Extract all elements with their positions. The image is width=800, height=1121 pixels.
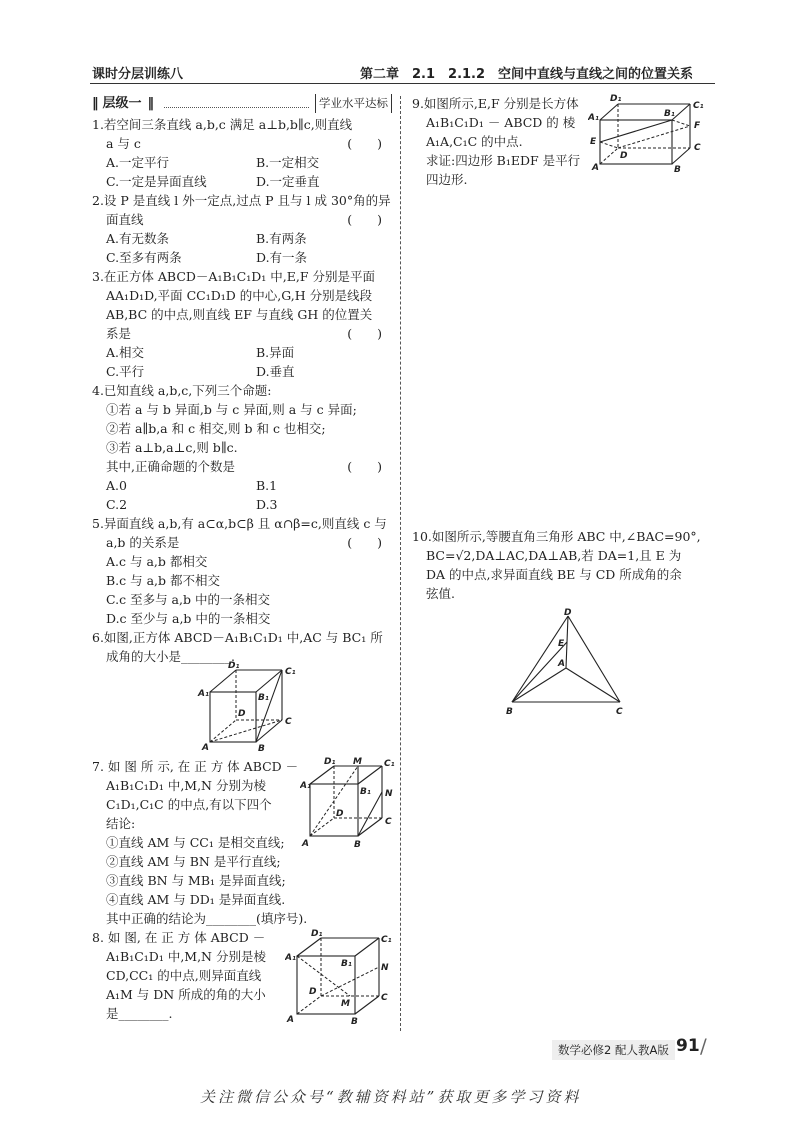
header-left-title: 课时分层训练八: [92, 67, 184, 82]
q10-line-1: 10.如图所示,等腰直角三角形 ABC 中,∠BAC=90°,: [412, 529, 701, 544]
q9-edge: [672, 148, 690, 164]
q7-label-n: N: [385, 789, 393, 799]
q7-line-1: 7. 如 图 所 示, 在 正 方 体 ABCD －: [92, 759, 299, 774]
q1-text: 1.若空间三条直线 a,b,c 满足 a⊥b,b∥c,则直线: [92, 117, 353, 132]
q6-label-c1: C₁: [285, 667, 296, 677]
q9-label-a1: A₁: [588, 113, 599, 123]
q4-option-c: C.2: [106, 497, 128, 512]
q6-label-b: B: [258, 744, 265, 752]
q8-line-3: CD,CC₁ 的中点,则异面直线: [106, 968, 262, 983]
q9-line-b1f: [672, 120, 690, 126]
q8-line-1: 8. 如 图, 在 正 方 体 ABCD －: [92, 930, 266, 945]
q4-statement-3: ③若 a⊥b,a⊥c,则 b∥c.: [106, 440, 238, 455]
q5-option-d: D.c 至少与 a,b 中的一条相交: [106, 611, 271, 626]
q7-line-bn: [358, 792, 382, 836]
q2-text-cont: 面直线: [106, 212, 144, 227]
q4-answer-paren: ( ): [347, 459, 382, 474]
q4-line-1: 4.已知直线 a,b,c,下列三个命题:: [92, 383, 272, 398]
level-heading: [92, 94, 392, 113]
q4-option-a: A.0: [106, 478, 127, 493]
q7-conclusion-4: ④直线 AM 与 DD₁ 是异面直线.: [106, 892, 286, 907]
q2-option-b: B.有两条: [256, 231, 307, 246]
q9-front-face: [600, 120, 672, 164]
q10-edge-dc: [568, 616, 620, 702]
q2-option-d: D.有一条: [256, 250, 308, 265]
bottom-handwritten-note: 关注微信公众号“教辅资料站”获取更多学习资料: [200, 1088, 582, 1106]
q2-text: 2.设 P 是直线 l 外一定点,过点 P 且与 l 成 30°角的异: [92, 193, 391, 208]
q9-label-f: F: [694, 121, 701, 131]
q10-line-2: BC=√2,DA⊥AC,DA⊥AB,若 DA=1,且 E 为: [426, 548, 682, 563]
q6-line-2: 成角的大小是________.: [106, 649, 235, 664]
q7-line-9: 其中正确的结论为________(填序号).: [106, 911, 308, 926]
q8-edge: [355, 938, 379, 956]
q10-label-c: C: [616, 707, 623, 717]
q9-label-b: B: [674, 165, 681, 174]
q7-label-d1: D₁: [324, 757, 336, 767]
q1-option-a: A.一定平行: [106, 155, 170, 170]
q2-option-a: A.有无数条: [106, 231, 170, 246]
question-4: [92, 381, 392, 514]
q2-option-c: C.至多有两条: [106, 250, 182, 265]
q7-conclusion-3: ③直线 BN 与 MB₁ 是异面直线;: [106, 873, 286, 888]
q6-line-1: 6.如图,正方体 ABCD－A₁B₁C₁D₁ 中,AC 与 BC₁ 所: [92, 630, 383, 645]
q6-label-a1: A₁: [198, 689, 209, 699]
q6-label-b1: B₁: [258, 693, 269, 703]
q4-option-d: D.3: [256, 497, 278, 512]
q8-label-m: M: [341, 999, 350, 1009]
q6-cube-front-face: [210, 692, 256, 742]
q1-text-cont: a 与 c: [106, 136, 141, 151]
q8-label-c1: C₁: [381, 935, 392, 945]
q5-text: 5.异面直线 a,b,有 a⊂α,b⊂β 且 α∩β=c,则直线 c 与: [92, 516, 387, 531]
q8-label-a1: A₁: [285, 953, 296, 963]
question-8: [92, 928, 292, 1023]
q8-hidden-edge: [297, 996, 321, 1014]
q9-line-2: A₁B₁C₁D₁ － ABCD 的 棱: [426, 115, 576, 130]
level-title: 层级一: [102, 96, 142, 111]
q5-option-c: C.c 至多与 a,b 中的一条相交: [106, 592, 270, 607]
q6-hidden-edge: [210, 720, 236, 742]
q9-label-c1: C₁: [693, 101, 704, 111]
q8-label-d: D: [309, 987, 317, 997]
q8-label-b: B: [351, 1017, 358, 1026]
q10-tetrahedron-figure: [500, 606, 635, 718]
column-divider: [400, 96, 401, 1031]
q9-line-1: 9.如图所示,E,F 分别是长方体: [412, 96, 579, 111]
q9-line-df: [618, 126, 690, 148]
q3-option-b: B.异面: [256, 345, 295, 360]
q1-option-b: B.一定相交: [256, 155, 320, 170]
left-column: [92, 94, 392, 666]
q3-option-d: D.垂直: [256, 364, 295, 379]
q5-text-cont: a,b 的关系是: [106, 535, 180, 550]
q8-label-d1: D₁: [311, 929, 323, 939]
q10-label-a: A: [558, 659, 565, 669]
q7-label-b1: B₁: [360, 787, 371, 797]
q8-edge: [297, 938, 321, 956]
q8-line-2: A₁B₁C₁D₁ 中,M,N 分别是棱: [106, 949, 266, 964]
q3-line-2: AA₁D₁D,平面 CC₁D₁D 的中心,G,H 分别是线段: [106, 288, 373, 303]
q4-statement-2: ②若 a∥b,a 和 c 相交,则 b 和 c 也相交;: [106, 421, 326, 436]
q7-edge: [310, 766, 334, 784]
q6-label-a: A: [202, 743, 209, 752]
footer-book-label: 数学必修2 配人教A版: [552, 1040, 675, 1060]
q7-label-a: A: [302, 839, 309, 848]
q7-conclusion-1: ①直线 AM 与 CC₁ 是相交直线;: [106, 835, 285, 850]
q7-line-4: 结论:: [106, 816, 136, 831]
header-rule: [90, 83, 715, 84]
q9-edge: [600, 104, 618, 120]
q5-option-a: A.c 与 a,b 都相交: [106, 554, 208, 569]
level-bars-end: ‖: [147, 96, 155, 111]
q9-label-a: A: [592, 163, 599, 173]
q9-label-d: D: [620, 151, 628, 161]
question-2: [92, 191, 392, 267]
q8-cube-figure: [285, 926, 395, 1026]
q8-label-b1: B₁: [341, 959, 352, 969]
q4-option-b: B.1: [256, 478, 278, 493]
q7-hidden-edge: [310, 818, 334, 836]
q9-label-c: C: [694, 143, 701, 153]
q9-line-eb1: [600, 120, 672, 142]
q9-line-5: 四边形.: [426, 172, 468, 187]
question-9: [412, 94, 592, 189]
q10-label-e: E: [558, 639, 565, 649]
q6-label-c: C: [285, 717, 292, 727]
q6-line-ac: [210, 720, 282, 742]
q9-label-d1: D₁: [610, 94, 622, 104]
q9-cuboid-figure: [588, 92, 713, 174]
q7-conclusion-2: ②直线 AM 与 BN 是平行直线;: [106, 854, 281, 869]
q6-edge: [210, 670, 236, 692]
q9-hidden-edge: [600, 148, 618, 164]
q8-label-c: C: [381, 993, 388, 1003]
q7-label-b: B: [354, 840, 361, 848]
q2-answer-paren: ( ): [347, 212, 382, 227]
q3-option-a: A.相交: [106, 345, 145, 360]
q6-cube-figure: [196, 660, 306, 752]
page-number: 91: [676, 1036, 700, 1056]
q1-option-d: D.一定垂直: [256, 174, 320, 189]
q7-label-c1: C₁: [384, 759, 395, 769]
question-10: [412, 527, 712, 603]
q9-line-ed: [600, 142, 618, 148]
question-5: [92, 514, 392, 628]
q8-edge: [355, 996, 379, 1014]
q8-label-a: A: [287, 1015, 294, 1025]
question-3: [92, 267, 392, 381]
q7-cube-figure: [300, 756, 395, 848]
q4-text-cont: 其中,正确命题的个数是: [106, 459, 235, 474]
q6-label-d1: D₁: [228, 661, 240, 671]
q7-line-3: C₁D₁,C₁C 的中点,有以下四个: [106, 797, 272, 812]
footer-slash: /: [700, 1034, 707, 1058]
q10-label-d: D: [564, 608, 572, 618]
q8-label-n: N: [381, 963, 389, 973]
q8-line-4: A₁M 与 DN 所成的角的大小: [106, 987, 266, 1002]
level-bars-start: ‖: [92, 96, 99, 111]
q7-label-c: C: [385, 817, 392, 827]
q3-line-1: 3.在正方体 ABCD－A₁B₁C₁D₁ 中,E,F 分别是平面: [92, 269, 375, 284]
q3-option-c: C.平行: [106, 364, 145, 379]
q3-answer-paren: ( ): [347, 326, 382, 341]
q3-text-cont: 系是: [106, 326, 132, 341]
q5-answer-paren: ( ): [347, 535, 382, 550]
header-chapter-title: 第二章 2.1 2.1.2 空间中直线与直线之间的位置关系: [360, 67, 694, 82]
level-dotted-line: [164, 99, 309, 108]
q9-label-e: E: [590, 137, 597, 147]
q8-line-dn: [321, 967, 379, 996]
q3-line-3: AB,BC 的中点,则直线 EF 与直线 GH 的位置关: [106, 307, 373, 322]
q1-option-c: C.一定是异面直线: [106, 174, 207, 189]
q9-line-4: 求证:四边形 B₁EDF 是平行: [426, 153, 581, 168]
q7-edge: [358, 766, 382, 784]
q6-label-d: D: [238, 709, 246, 719]
q1-answer-paren: ( ): [347, 136, 382, 151]
q4-statement-1: ①若 a 与 b 异面,b 与 c 异面,则 a 与 c 异面;: [106, 402, 357, 417]
q9-label-b1: B₁: [664, 109, 675, 119]
level-tag: 学业水平达标: [315, 94, 392, 113]
q10-line-3: DA 的中点,求异面直线 BE 与 CD 所成角的余: [426, 567, 682, 582]
q10-edge-ac: [566, 668, 620, 702]
q7-edge: [358, 818, 382, 836]
question-1: [92, 115, 392, 191]
q10-label-b: B: [506, 707, 513, 717]
q8-line-5: 是________.: [106, 1006, 173, 1021]
q10-line-4: 弦值.: [426, 586, 455, 601]
q5-option-b: B.c 与 a,b 都不相交: [106, 573, 221, 588]
q7-label-m: M: [353, 757, 362, 767]
q7-label-d: D: [336, 809, 344, 819]
q7-label-a1: A₁: [300, 781, 311, 791]
q7-line-2: A₁B₁C₁D₁ 中,M,N 分别为棱: [106, 778, 266, 793]
q9-line-3: A₁A,C₁C 的中点.: [426, 134, 523, 149]
